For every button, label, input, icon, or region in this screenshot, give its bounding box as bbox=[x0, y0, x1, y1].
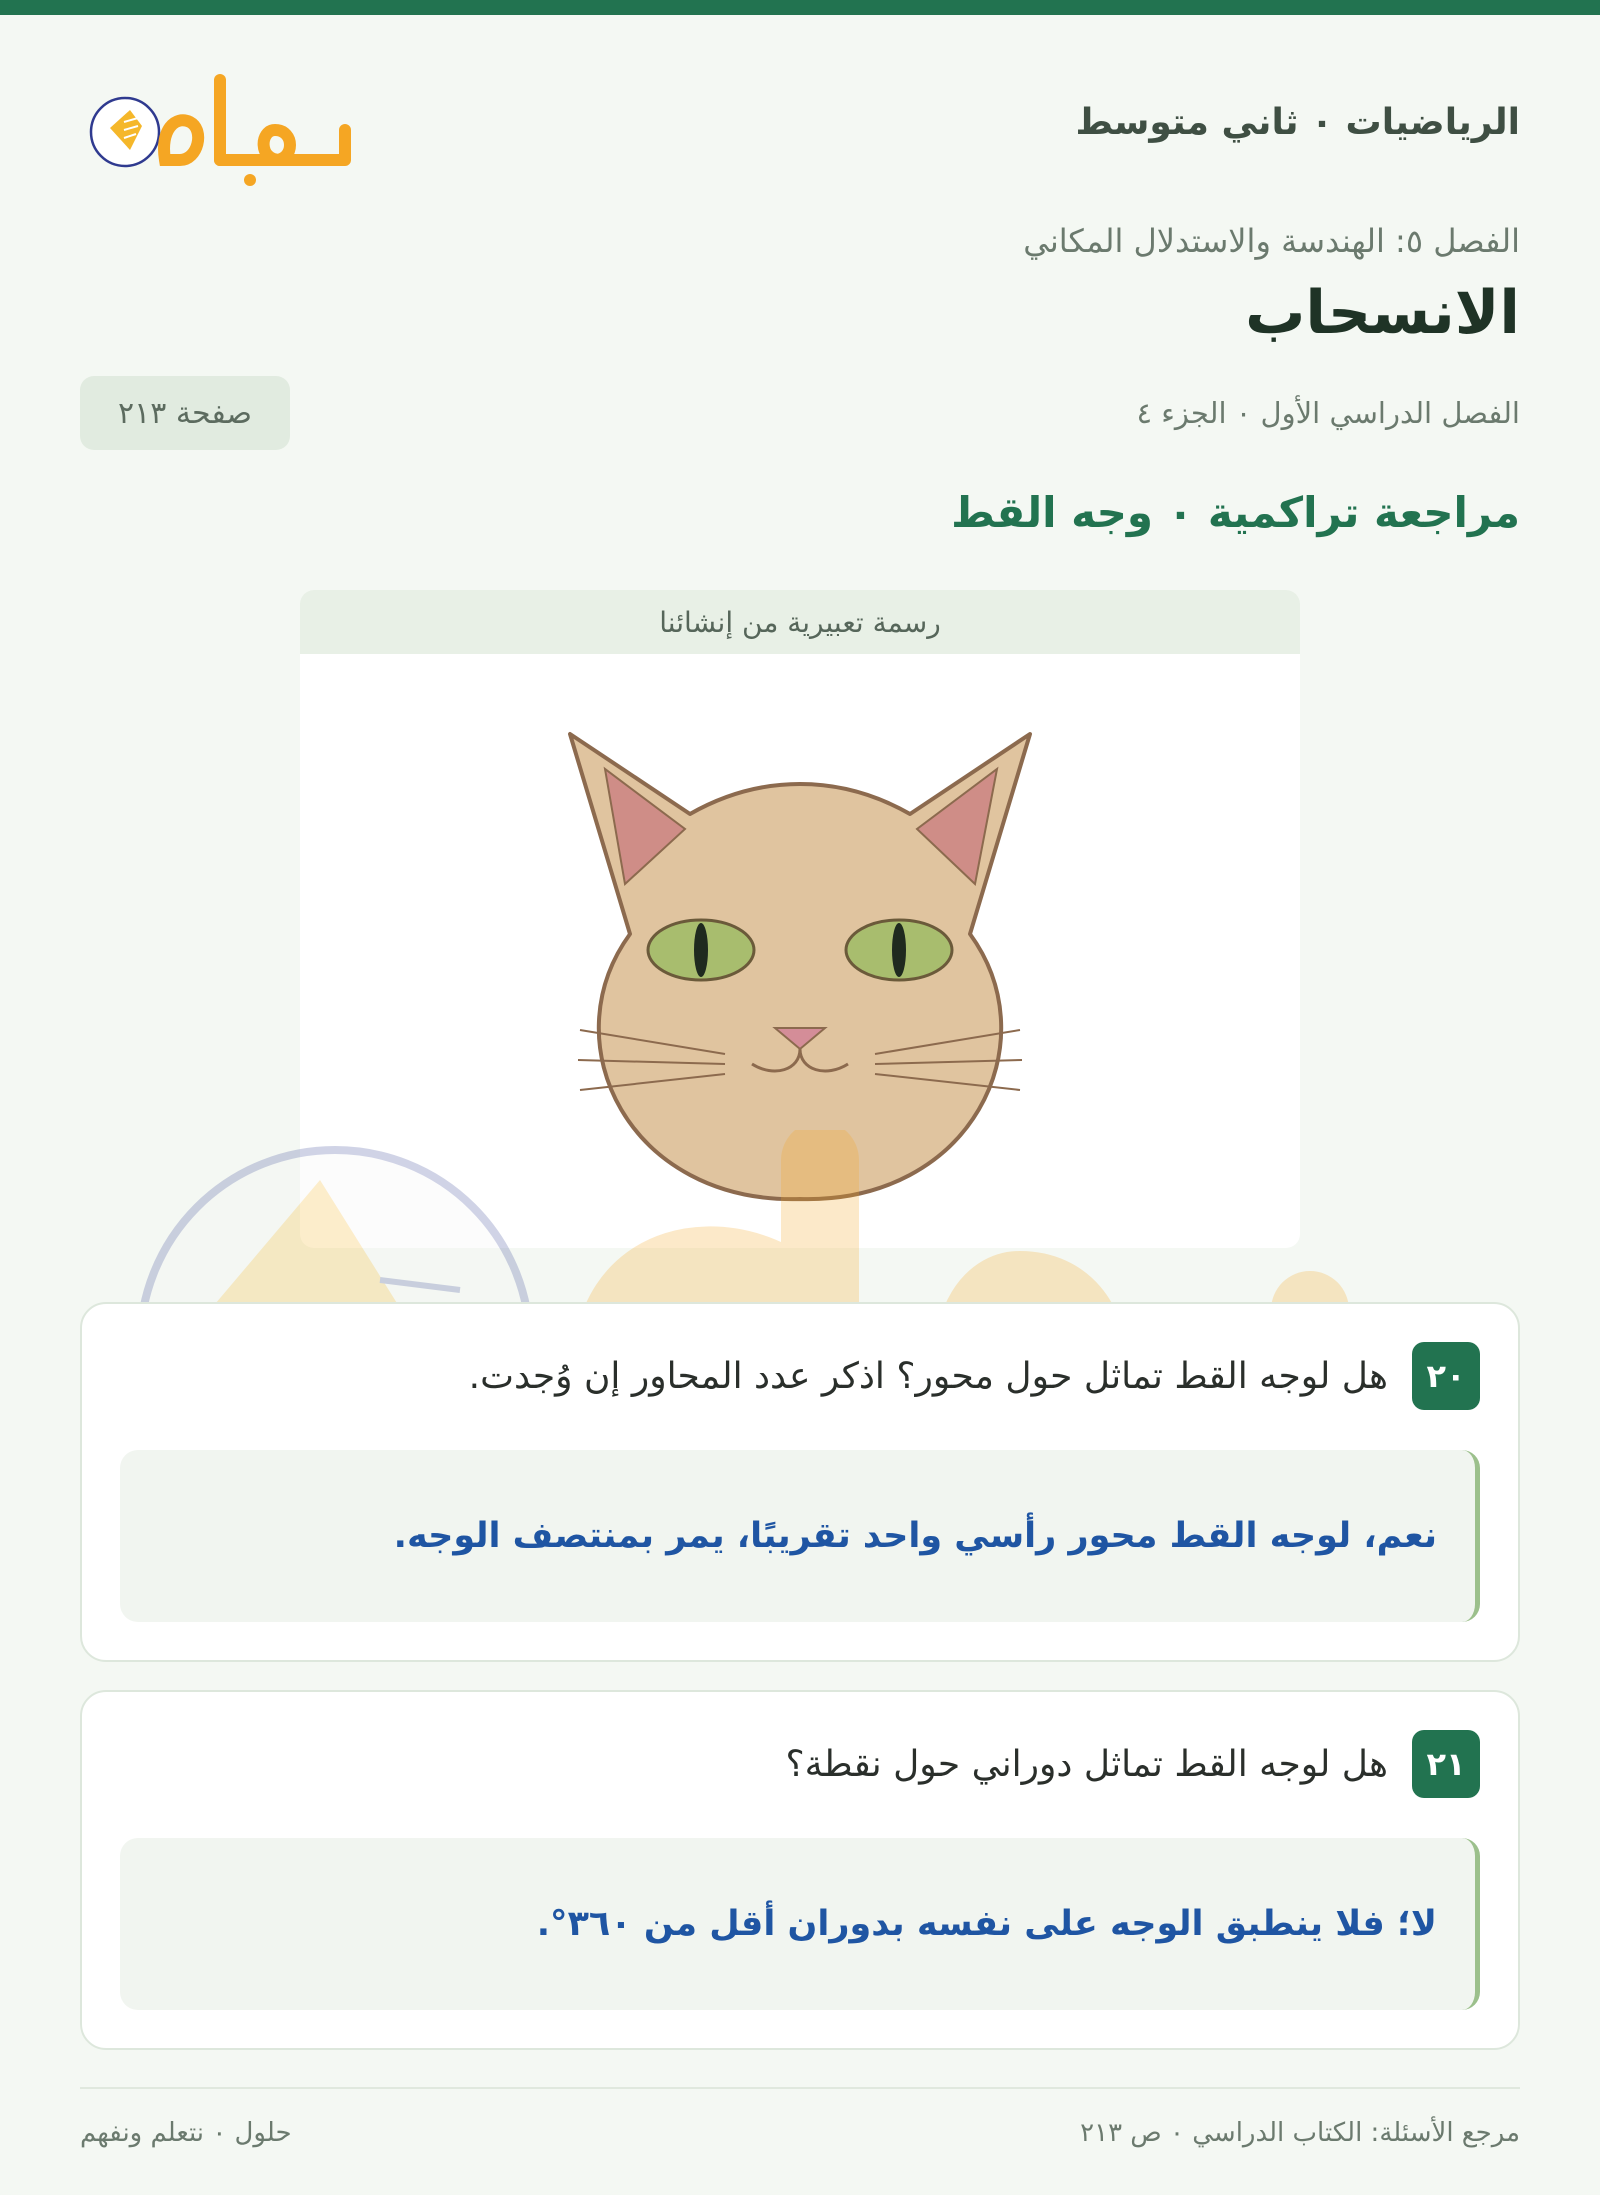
hulul-logo[interactable] bbox=[80, 60, 360, 190]
cat-figure-card bbox=[300, 590, 1300, 1248]
left-pupil bbox=[694, 923, 708, 977]
lesson-title: الانسحاب bbox=[1245, 278, 1520, 348]
answer-text: لا؛ فلا ينطبق الوجه على نفسه بدوران أقل من ٣٦٠°. bbox=[536, 1904, 1437, 1944]
question-number-badge: ٢١ bbox=[1412, 1730, 1480, 1798]
question-card-21 bbox=[80, 1690, 1520, 2050]
page-number-badge: صفحة ٢١٣ bbox=[80, 376, 290, 450]
subject-label: الرياضيات ٠ ثاني متوسط bbox=[1075, 102, 1520, 143]
question-text: هل لوجه القط تماثل دوراني حول نقطة؟ bbox=[785, 1744, 1388, 1785]
footer-brand[interactable]: حلول ٠ نتعلم ونفهم bbox=[80, 2118, 292, 2148]
question-card-20 bbox=[80, 1302, 1520, 1662]
footer-source: مرجع الأسئلة: الكتاب الدراسي ٠ ص ٢١٣ bbox=[1080, 2118, 1520, 2148]
answer-box bbox=[120, 1450, 1480, 1622]
cat-face bbox=[570, 734, 1030, 1199]
footer-divider bbox=[80, 2087, 1520, 2089]
chapter-label: الفصل ٥: الهندسة والاستدلال المكاني bbox=[1023, 222, 1520, 260]
answer-box bbox=[120, 1838, 1480, 2010]
right-pupil bbox=[892, 923, 906, 977]
question-number-badge: ٢٠ bbox=[1412, 1342, 1480, 1410]
top-accent-bar bbox=[0, 0, 1600, 15]
term-label: الفصل الدراسي الأول ٠ الجزء ٤ bbox=[1136, 396, 1520, 430]
question-text: هل لوجه القط تماثل حول محور؟ اذكر عدد المحاور إن وُجدت. bbox=[468, 1356, 1388, 1397]
figure-caption: رسمة تعبيرية من إنشائنا bbox=[300, 590, 1300, 654]
answer-text: نعم، لوجه القط محور رأسي واحد تقريبًا، يمر بمنتصف الوجه. bbox=[393, 1516, 1437, 1556]
cat-face-illustration bbox=[300, 654, 1300, 1248]
page-header bbox=[80, 60, 1520, 190]
section-title: مراجعة تراكمية ٠ وجه القط bbox=[951, 488, 1520, 537]
